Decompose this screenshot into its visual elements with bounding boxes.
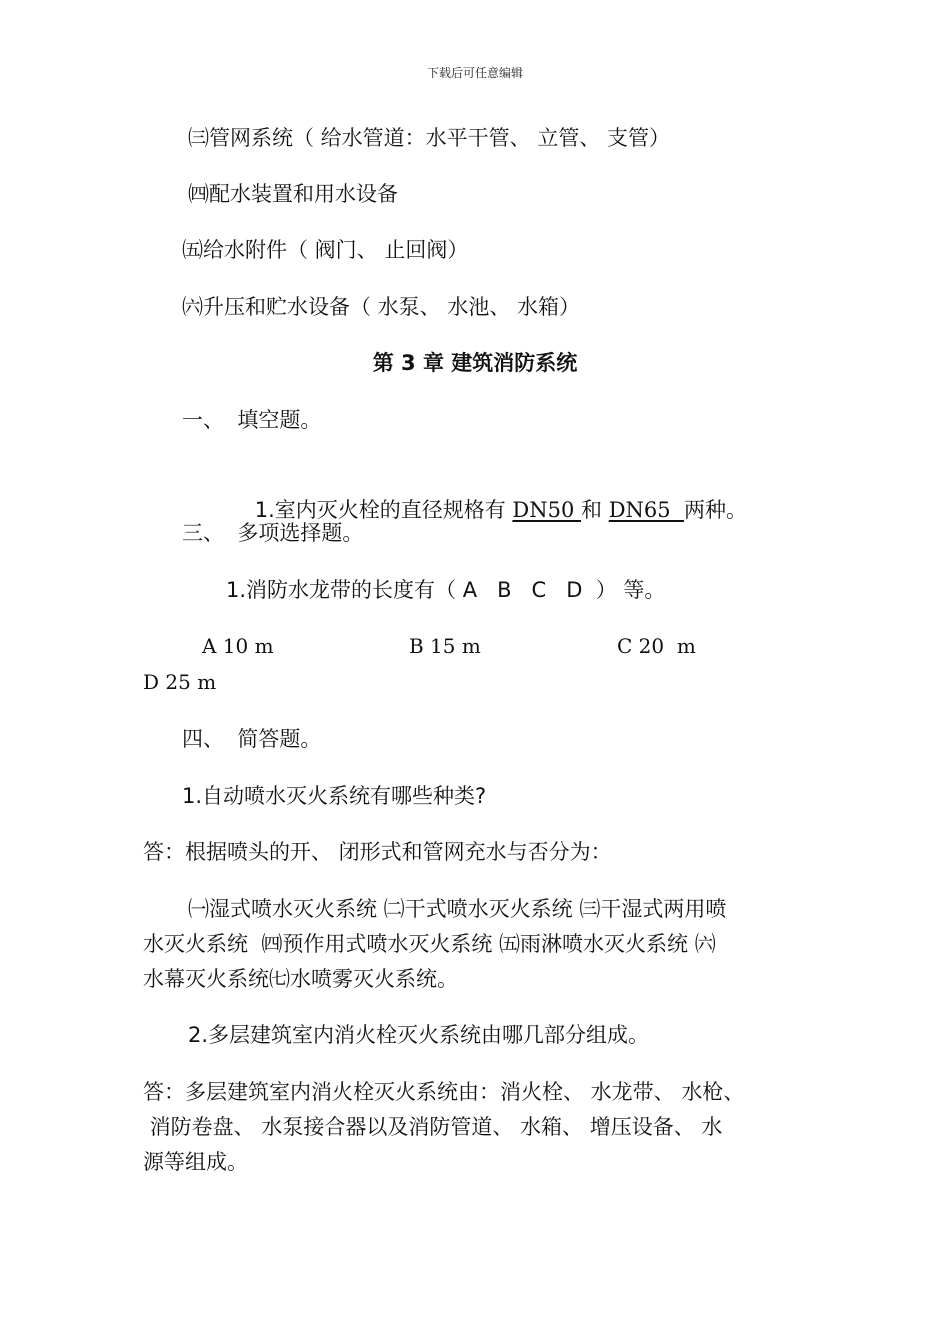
short-answer-heading: 四、 简答题。 xyxy=(182,727,322,751)
answer-2-line: 答：多层建筑室内消火栓灭火系统由：消火栓、 水龙带、 水枪、 xyxy=(143,1080,745,1104)
answer-blank: DN50 xyxy=(512,498,582,522)
list-item: ㈤给水附件（ 阀门、 止回阀） xyxy=(182,238,469,262)
page-header: 下载后可任意编辑 xyxy=(426,66,523,80)
list-item: ㈢管网系统（ 给水管道：水平干管、 立管、 支管） xyxy=(188,126,671,150)
answer-1-line: ㈠湿式喷水灭火系统 ㈡干式喷水灭火系统 ㈢干湿式两用喷 xyxy=(188,897,727,921)
option-c: C 20 m xyxy=(617,634,696,658)
short-question-1: 1.自动喷水灭火系统有哪些种类? xyxy=(182,784,487,808)
chapter-title: 第 3 章 建筑消防系统 xyxy=(372,351,578,375)
answer-1-line: 水幕灭火系统㈦水喷雾灭火系统。 xyxy=(143,967,458,991)
answer-1-line: 水灭火系统 ㈣预作用式喷水灭火系统 ㈤雨淋喷水灭火系统 ㈥ xyxy=(143,932,716,956)
fill-in-heading: 一、 填空题。 xyxy=(182,408,322,432)
question-text: 和 xyxy=(581,498,609,522)
short-question-2: 2.多层建筑室内消火栓灭火系统由哪几部分组成。 xyxy=(188,1023,650,1047)
answer-blank: DN65 xyxy=(608,498,685,522)
multi-choice-heading: 三、 多项选择题。 xyxy=(182,521,364,545)
option-a: A 10 m xyxy=(202,634,274,658)
question-text: 两种。 xyxy=(684,498,748,522)
list-item: ㈣配水装置和用水设备 xyxy=(188,182,398,206)
answer-2-line: 源等组成。 xyxy=(143,1150,248,1174)
question-text: 1.室内灭火栓的直径规格有 xyxy=(254,498,513,522)
option-b: B 15 m xyxy=(409,634,481,658)
answer-2-line: 消防卷盘、 水泵接合器以及消防管道、 水箱、 增压设备、 水 xyxy=(143,1115,723,1139)
list-item: ㈥升压和贮水设备（ 水泵、 水池、 水箱） xyxy=(182,295,581,319)
answer-1-intro: 答：根据喷头的开、 闭形式和管网充水与否分为： xyxy=(143,840,612,864)
option-d: D 25 m xyxy=(143,670,217,694)
multi-choice-question: 1.消防水龙带的长度有（ A B C D ） 等。 xyxy=(226,578,666,602)
